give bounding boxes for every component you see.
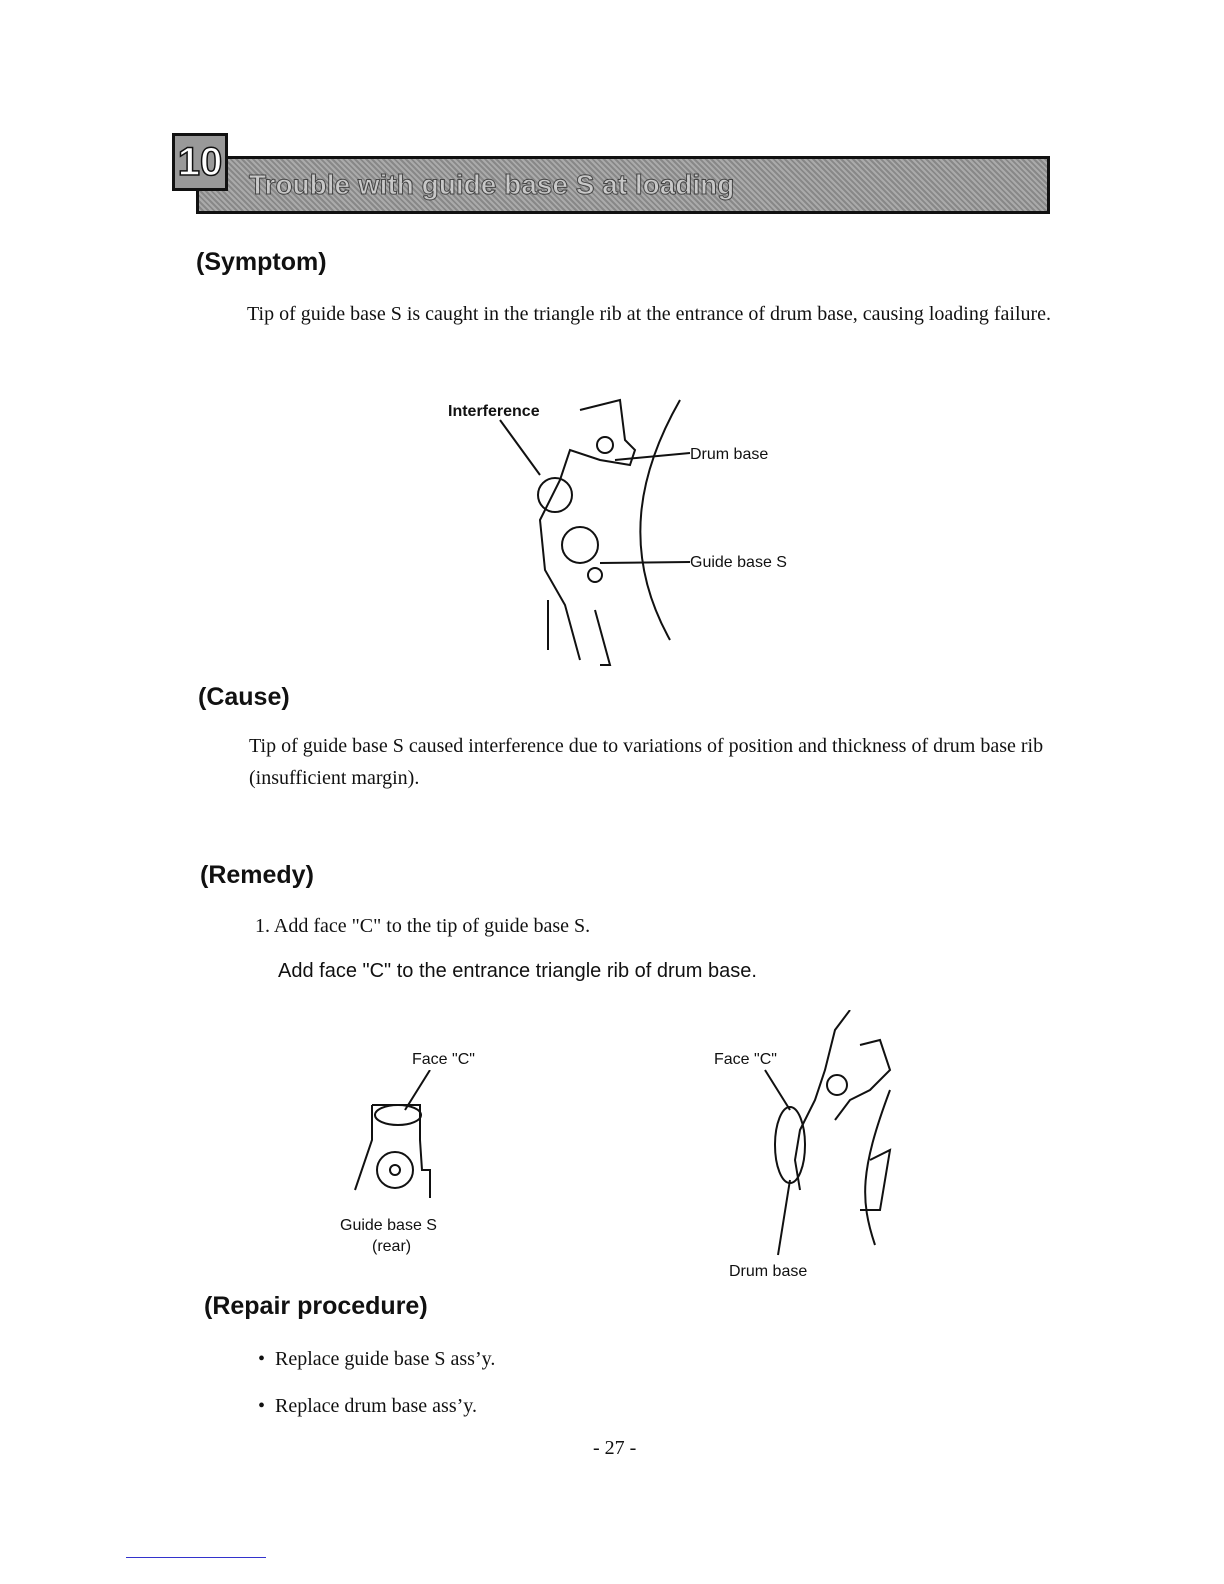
drum-base-label: Drum base xyxy=(690,446,769,463)
cause-text: Tip of guide base S caused interference due to variations of position and thickness of drum base rib (insufficient margin). xyxy=(249,735,1044,789)
cause-heading: (Cause) xyxy=(198,683,290,711)
footer-line xyxy=(126,1557,266,1558)
face-c-label-left: Face "C" xyxy=(412,1051,475,1068)
face-c-label-right: Face "C" xyxy=(714,1051,777,1068)
symptom-heading: (Symptom) xyxy=(196,248,327,276)
remedy-item-2: Add face "C" to the entrance triangle rib of drum base. xyxy=(278,960,757,982)
interference-diagram xyxy=(440,390,820,670)
repair-heading: (Repair procedure) xyxy=(204,1292,428,1320)
interference-label: Interference xyxy=(448,403,540,420)
repair-item: • Replace guide base S ass’y. xyxy=(258,1348,496,1370)
drum-base-caption: Drum base xyxy=(729,1263,808,1280)
guide-base-rear-diagram xyxy=(350,1070,470,1210)
rear-caption: (rear) xyxy=(372,1238,412,1255)
symptom-text: Tip of guide base S is caught in the triangle rib at the entrance of drum base, causing loading failure. xyxy=(247,303,1052,325)
remedy-heading: (Remedy) xyxy=(200,861,314,889)
section-banner xyxy=(196,156,1050,214)
section-title: Trouble with guide base S at loading xyxy=(249,169,735,200)
guide-base-label: Guide base S xyxy=(690,554,787,571)
repair-item-text: Replace guide base S ass’y. xyxy=(275,1348,496,1370)
remedy-item-1: 1. Add face "C" to the tip of guide base S. xyxy=(255,915,591,937)
page-number: - 27 - xyxy=(593,1437,637,1459)
repair-item: • Replace drum base ass’y. xyxy=(258,1395,477,1417)
section-number: 10 xyxy=(172,133,228,191)
guide-base-caption: Guide base S xyxy=(340,1217,437,1234)
drum-base-diagram xyxy=(740,1010,910,1260)
repair-item-text: Replace drum base ass’y. xyxy=(275,1395,477,1417)
